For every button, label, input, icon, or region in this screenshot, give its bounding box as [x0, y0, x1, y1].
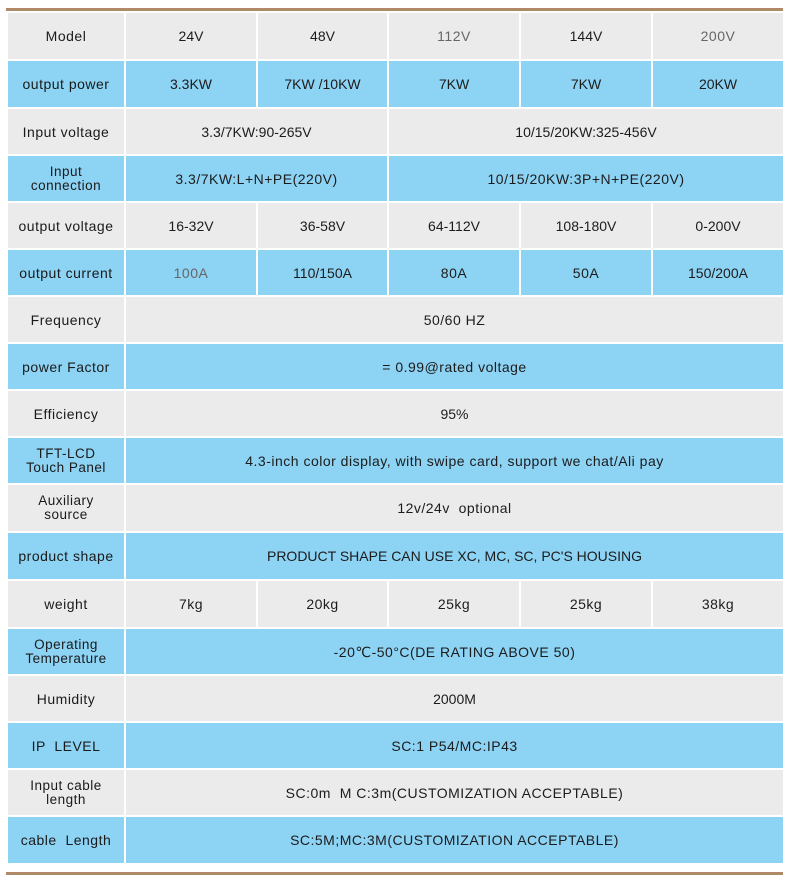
row-model — [7, 12, 784, 60]
input-voltage-low: 3.3/7KW:90-265V — [125, 108, 388, 155]
input-voltage-high: 10/15/20KW:325-456V — [388, 108, 784, 155]
row-cable-length — [7, 816, 784, 864]
model-200v: 200V — [652, 12, 784, 60]
label-product-shape: product shape — [7, 532, 125, 580]
row-input-connection — [7, 155, 784, 202]
row-operating-temperature — [7, 628, 784, 675]
row-efficiency — [7, 390, 784, 437]
output-voltage-value: 64-112V — [388, 202, 520, 249]
weight-value: 25kg — [388, 580, 520, 628]
power-factor-value: = 0.99@rated voltage — [125, 343, 784, 390]
label-cable-length: cable Length — [7, 816, 125, 864]
ip-level-value: SC:1 P54/MC:IP43 — [125, 722, 784, 769]
auxiliary-source-value: 12v/24v optional — [125, 484, 784, 532]
row-power-factor — [7, 343, 784, 390]
humidity-value: 2000M — [125, 675, 784, 722]
label-line: Input cable — [30, 777, 102, 793]
label-line: connection — [30, 177, 102, 193]
output-voltage-value: 16-32V — [125, 202, 257, 249]
label-frequency: Frequency — [7, 296, 125, 343]
input-connection-low: 3.3/7KW:L+N+PE(220V) — [125, 155, 388, 202]
output-voltage-value: 108-180V — [520, 202, 652, 249]
label-operating-temperature — [7, 628, 125, 675]
output-current-value: 100A — [125, 249, 257, 296]
weight-value: 38kg — [652, 580, 784, 628]
label-auxiliary-source — [7, 484, 125, 532]
output-voltage-value: 36-58V — [257, 202, 388, 249]
label-line: length — [46, 791, 86, 807]
row-input-voltage — [7, 108, 784, 155]
output-power-value: 7KW /10KW — [257, 60, 388, 108]
row-frequency — [7, 296, 784, 343]
label-line: Input — [49, 163, 83, 179]
weight-value: 7kg — [125, 580, 257, 628]
label-line: Touch Panel — [26, 459, 106, 475]
output-current-value: 110/150A — [257, 249, 388, 296]
weight-value: 20kg — [257, 580, 388, 628]
efficiency-value: 95% — [125, 390, 784, 437]
model-48v: 48V — [257, 12, 388, 60]
label-input-connection — [7, 155, 125, 202]
label-line: source — [44, 507, 88, 522]
frequency-value: 50/60 HZ — [125, 296, 784, 343]
output-current-value: 150/200A — [652, 249, 784, 296]
row-ip-level — [7, 722, 784, 769]
output-power-value: 20KW — [652, 60, 784, 108]
output-current-value: 50A — [520, 249, 652, 296]
bottom-border-line — [6, 872, 783, 875]
label-weight: weight — [7, 580, 125, 628]
output-voltage-value: 0-200V — [652, 202, 784, 249]
cable-length-value: SC:5M;MC:3M(CUSTOMIZATION ACCEPTABLE) — [125, 816, 784, 864]
label-input-cable-length — [7, 769, 125, 816]
model-144v: 144V — [520, 12, 652, 60]
product-shape-value: PRODUCT SHAPE CAN USE XC, MC, SC, PC'S HOUSING — [125, 532, 784, 580]
model-112v: 112V — [388, 12, 520, 60]
label-output-voltage: output voltage — [7, 202, 125, 249]
row-output-power — [7, 60, 784, 108]
label-input-voltage: Input voltage — [7, 108, 125, 155]
operating-temperature-value: -20℃-50°C(DE RATING ABOVE 50) — [125, 628, 784, 675]
row-input-cable-length — [7, 769, 784, 816]
output-power-value: 7KW — [520, 60, 652, 108]
row-product-shape — [7, 532, 784, 580]
label-output-current: output current — [7, 249, 125, 296]
weight-value: 25kg — [520, 580, 652, 628]
row-output-current — [7, 249, 784, 296]
label-efficiency: Efficiency — [7, 390, 125, 437]
row-output-voltage — [7, 202, 784, 249]
label-line: Auxiliary — [38, 493, 94, 508]
output-power-value: 3.3KW — [125, 60, 257, 108]
label-line: Temperature — [25, 650, 107, 666]
output-power-value: 7KW — [388, 60, 520, 108]
label-output-power: output power — [7, 60, 125, 108]
spec-table — [6, 11, 785, 865]
output-current-value: 80A — [388, 249, 520, 296]
label-ip-level: IP LEVEL — [7, 722, 125, 769]
input-connection-high: 10/15/20KW:3P+N+PE(220V) — [388, 155, 784, 202]
row-auxiliary-source — [7, 484, 784, 532]
label-model: Model — [7, 12, 125, 60]
label-humidity: Humidity — [7, 675, 125, 722]
label-tft-lcd — [7, 437, 125, 484]
row-humidity — [7, 675, 784, 722]
label-line: Operating — [34, 636, 98, 652]
tft-lcd-value: 4.3-inch color display, with swipe card, support we chat/Ali pay — [125, 437, 784, 484]
input-cable-length-value: SC:0m M C:3m(CUSTOMIZATION ACCEPTABLE) — [125, 769, 784, 816]
row-weight — [7, 580, 784, 628]
row-tft-lcd — [7, 437, 784, 484]
label-line: TFT-LCD — [36, 445, 96, 461]
model-24v: 24V — [125, 12, 257, 60]
label-power-factor: power Factor — [7, 343, 125, 390]
